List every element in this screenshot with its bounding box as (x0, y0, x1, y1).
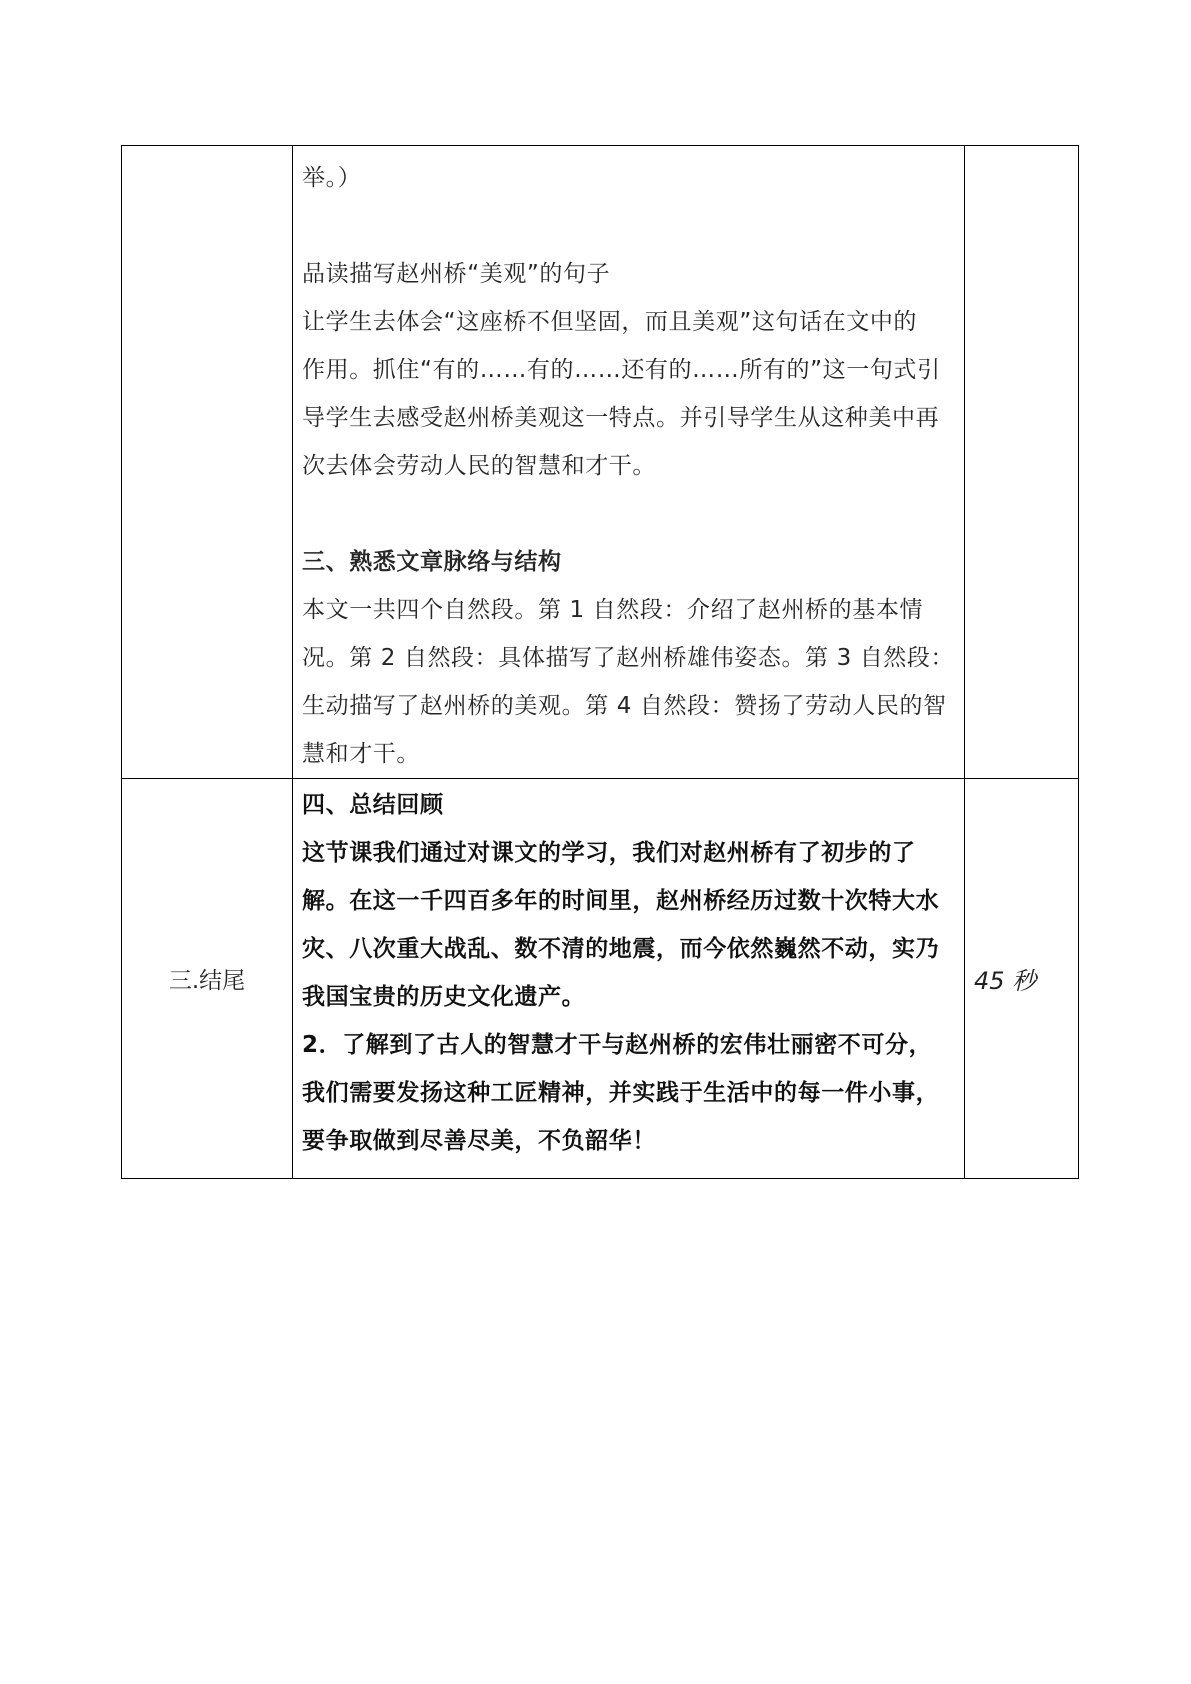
paragraph-line: 次去体会劳动人民的智慧和才干。 (302, 453, 656, 479)
paragraph-line: 解。在这一千四百多年的时间里，赵州桥经历过数十次特大水 (302, 888, 940, 914)
subheading-text: 品读描写赵州桥“美观”的句子 (302, 261, 611, 287)
stage-cell (122, 146, 293, 779)
paragraph-line: 生动描写了赵州桥的美观。第 4 自然段：赞扬了劳动人民的智 (302, 693, 947, 719)
stage-cell: 三.结尾 (122, 779, 293, 1179)
paragraph-line: 我国宝贵的历史文化遗产。 (302, 984, 586, 1010)
section-heading: 三、熟悉文章脉络与结构 (302, 549, 562, 575)
paragraph-line: 慧和才干。 (302, 741, 420, 767)
paragraph-line: 灾、八次重大战乱、数不清的地震，而今依然巍然不动，实乃 (302, 936, 940, 962)
table-row (122, 779, 1079, 1179)
time-cell: 45 秒 (965, 779, 1079, 1179)
content-cell (293, 146, 965, 779)
paragraph-line: 2．了解到了古人的智慧才干与赵州桥的宏伟壮丽密不可分， (302, 1032, 933, 1058)
content-cell (293, 779, 965, 1179)
paragraph-line: 这节课我们通过对课文的学习，我们对赵州桥有了初步的了 (302, 840, 916, 866)
section-heading: 四、总结回顾 (302, 792, 444, 818)
table-row (122, 146, 1079, 779)
continuation-text: 举。） (302, 165, 362, 191)
time-cell (965, 146, 1079, 779)
spacer (302, 490, 956, 538)
paragraph-line: 况。第 2 自然段：具体描写了赵州桥雄伟姿态。第 3 自然段： (302, 645, 955, 671)
paragraph-line: 本文一共四个自然段。第 1 自然段：介绍了赵州桥的基本情 (302, 597, 924, 623)
spacer (302, 202, 956, 250)
paragraph-line: 要争取做到尽善尽美，不负韶华！ (302, 1128, 656, 1154)
paragraph-line: 让学生去体会“这座桥不但坚固，而且美观”这句话在文中的 (302, 309, 918, 335)
paragraph-line: 我们需要发扬这种工匠精神，并实践于生活中的每一件小事， (302, 1080, 940, 1106)
lesson-plan-table (121, 145, 1079, 1179)
paragraph-line: 导学生去感受赵州桥美观这一特点。并引导学生从这种美中再 (302, 405, 940, 431)
paragraph-line: 作用。抓住“有的……有的……还有的……所有的”这一句式引 (302, 357, 941, 383)
